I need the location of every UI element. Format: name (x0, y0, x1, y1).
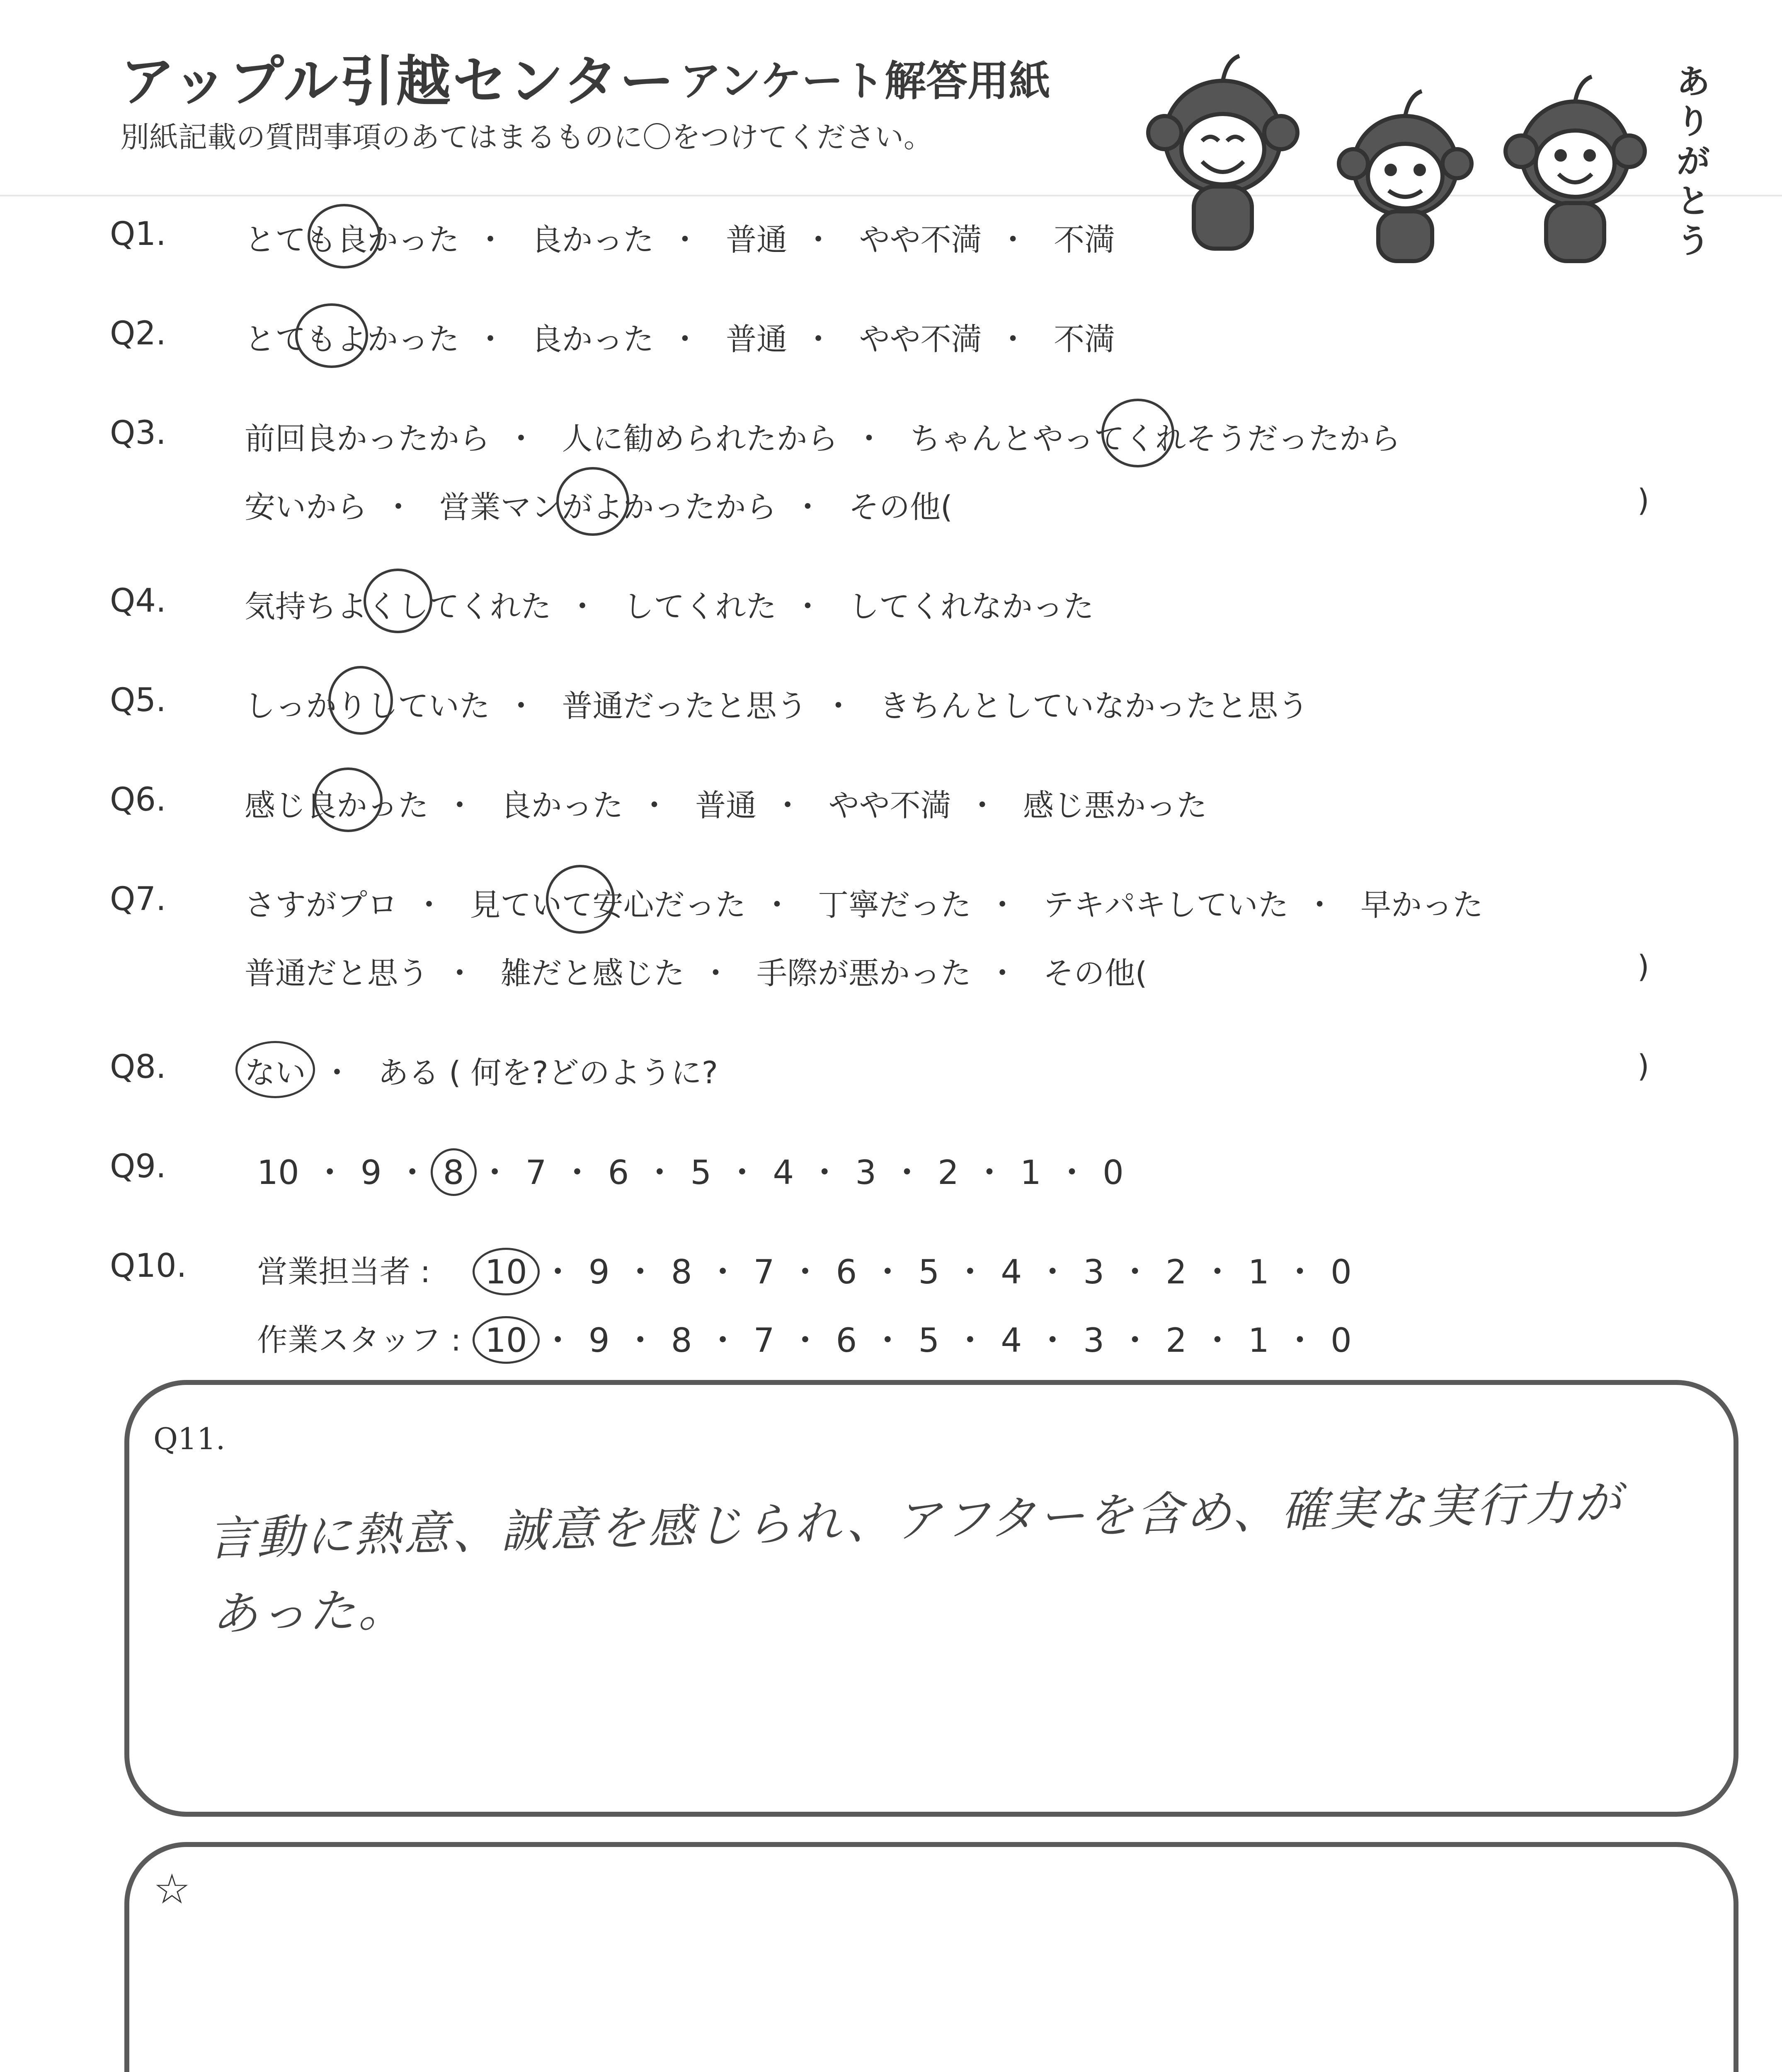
q7-option[interactable]: テキパキしていた (1043, 887, 1289, 923)
scale-separator: ・ (541, 1253, 575, 1291)
scale-separator: ・ (808, 1153, 841, 1192)
q10-staff-scale-value[interactable]: 0 (1330, 1321, 1352, 1360)
q7-option[interactable]: その他( (1043, 956, 1147, 991)
q1-option[interactable]: 良かった (531, 222, 654, 258)
q10-sales-scale-value[interactable]: 7 (753, 1253, 775, 1291)
q9-label: Q9. (110, 1148, 166, 1185)
q10-staff-scale-value[interactable]: 2 (1166, 1321, 1187, 1360)
q7-option[interactable]: 雑だと感じた (500, 956, 685, 991)
q6-option[interactable]: 感じ良かった (245, 788, 429, 823)
company-title: アップル引越センター (120, 50, 676, 114)
q7-options-line1: さすがプロ ・ 見ていて安心だった ・ 丁寧だった ・ テキパキしていた ・ 早かった (245, 881, 1483, 925)
scale-separator: ・ (1036, 1253, 1069, 1291)
q2-label: Q2. (110, 315, 166, 352)
q5-label: Q5. (110, 682, 166, 719)
q10-staff-scale-value[interactable]: 3 (1083, 1321, 1105, 1360)
q2-option[interactable]: とてもよかった (245, 322, 459, 357)
q1-label: Q1. (110, 215, 166, 253)
scale-separator: ・ (643, 1153, 676, 1192)
q10-staff-scale (485, 1314, 1352, 1361)
q9-scale-value[interactable]: 6 (608, 1153, 629, 1192)
q3-label: Q3. (110, 414, 166, 452)
scale-separator: ・ (706, 1321, 739, 1360)
q1-option[interactable]: やや不満 (859, 222, 982, 258)
q8-options: ない ・ ある ( 何を?どのように? (245, 1048, 718, 1092)
q10-sales-scale-value[interactable]: 1 (1248, 1253, 1269, 1291)
q4-options: 気持ちよくしてくれた ・ してくれた ・ してくれなかった (245, 582, 1094, 626)
q6-label: Q6. (110, 781, 166, 818)
q7-option[interactable]: 手際が悪かった (756, 956, 972, 991)
q11-answer-line2: あった。 (211, 1582, 407, 1642)
q3-options-line1: 前回良かったから ・ 人に勧められたから ・ ちゃんとやってくれそうだったから (245, 414, 1401, 458)
q11-label: Q11. (153, 1421, 225, 1456)
scale-separator: ・ (953, 1321, 987, 1360)
q8-option[interactable]: ある ( 何を?どのように? (378, 1055, 718, 1091)
q2-option[interactable]: 普通 (726, 322, 788, 357)
q4-option[interactable]: 気持ちよくしてくれた (245, 589, 551, 625)
q8-label: Q8. (110, 1048, 166, 1086)
q9-scale-value[interactable]: 9 (360, 1153, 382, 1192)
monkey-mascot-icon (1148, 56, 1297, 249)
q8-paren-close: ) (1637, 1048, 1649, 1084)
comment-box[interactable] (124, 1842, 1738, 2072)
q7-label: Q7. (110, 881, 166, 918)
scale-separator: ・ (788, 1321, 822, 1360)
scale-separator: ・ (1036, 1321, 1069, 1360)
q9-scale-value-selected[interactable]: 8 (443, 1153, 464, 1192)
q10-staff-scale-value[interactable]: 6 (836, 1321, 857, 1360)
q5-options: しっかりしていた ・ 普通だったと思う ・ きちんとしていなかったと思う (245, 682, 1309, 726)
scale-separator: ・ (1118, 1321, 1152, 1360)
monkey-mascot-icon (1339, 91, 1472, 261)
q7-paren-close: ) (1637, 949, 1649, 985)
q10-sales-scale-value[interactable]: 0 (1330, 1253, 1352, 1291)
q10-sales-scale-value[interactable]: 9 (588, 1253, 610, 1291)
q10-sales-label: 営業担当者 : (257, 1254, 431, 1290)
q9-scale-value[interactable]: 3 (855, 1153, 877, 1192)
scale-separator: ・ (973, 1153, 1006, 1192)
scale-separator: ・ (1201, 1253, 1234, 1291)
scale-separator: ・ (890, 1153, 924, 1192)
q7-option[interactable]: 丁寧だった (818, 887, 972, 923)
q3-option[interactable]: 営業マンがよかったから (439, 489, 777, 525)
q4-label: Q4. (110, 582, 166, 620)
scale-separator: ・ (395, 1153, 429, 1192)
q6-option[interactable]: 普通 (695, 788, 757, 823)
scale-separator: ・ (1118, 1253, 1152, 1291)
q3-option[interactable]: 前回良かったから (245, 421, 490, 457)
q9-scale-value[interactable]: 5 (690, 1153, 712, 1192)
instruction-text: 別紙記載の質問事項のあてはまるものに〇をつけてください。 (120, 120, 933, 154)
q9-scale (257, 1146, 1124, 1193)
star-icon: ☆ (153, 1865, 191, 1913)
scale-separator: ・ (560, 1153, 594, 1192)
q10-sales-scale (485, 1245, 1352, 1293)
q9-scale-value[interactable]: 7 (525, 1153, 547, 1192)
scale-separator: ・ (1283, 1321, 1316, 1360)
q3-options-line2: 安いから ・ 営業マンがよかったから ・ その他( (245, 483, 953, 527)
scale-separator: ・ (871, 1253, 904, 1291)
q8-option-selected[interactable]: ない (245, 1048, 306, 1092)
scale-separator: ・ (953, 1253, 987, 1291)
q10-staff-scale-value[interactable]: 4 (1001, 1321, 1022, 1360)
q11-answer-line1: 言動に熱意、誠意を感じられ、アフターを含め、確実な実行力が (207, 1475, 1624, 1566)
q9-scale-value[interactable]: 0 (1102, 1153, 1124, 1192)
scale-separator: ・ (313, 1153, 347, 1192)
scale-separator: ・ (1055, 1153, 1089, 1192)
scale-separator: ・ (623, 1321, 657, 1360)
form-title: アンケート解答用紙 (680, 57, 1050, 105)
q7-options-line2: 普通だと思う ・ 雑だと感じた ・ 手際が悪かった ・ その他( (245, 949, 1147, 993)
q10-sales-scale-value[interactable]: 8 (671, 1253, 692, 1291)
q10-staff-scale-value[interactable]: 5 (918, 1321, 940, 1360)
q10-sales-scale-value[interactable]: 6 (836, 1253, 857, 1291)
q4-option[interactable]: してくれなかった (849, 589, 1094, 625)
q10-staff-scale-value-selected[interactable]: 10 (485, 1321, 527, 1360)
q4-option[interactable]: してくれた (623, 589, 777, 625)
q10-sales-scale-value[interactable]: 2 (1166, 1253, 1187, 1291)
q10-sales-scale-value-selected[interactable]: 10 (485, 1253, 527, 1291)
q1-option[interactable]: 不満 (1054, 222, 1115, 258)
q3-option[interactable]: その他( (849, 489, 953, 525)
scale-separator: ・ (623, 1253, 657, 1291)
q10-sales-scale-value[interactable]: 4 (1001, 1253, 1022, 1291)
scale-separator: ・ (871, 1321, 904, 1360)
q3-option[interactable]: 人に勧められたから (562, 421, 838, 457)
q6-option[interactable]: 感じ悪かった (1023, 788, 1207, 823)
scale-separator: ・ (478, 1153, 512, 1192)
scale-separator: ・ (706, 1253, 739, 1291)
q9-scale-value[interactable]: 10 (257, 1153, 299, 1192)
q7-option[interactable]: 普通だと思う (245, 956, 429, 991)
q10-staff-scale-value[interactable]: 8 (671, 1321, 692, 1360)
scale-separator: ・ (788, 1253, 822, 1291)
q2-option[interactable]: 不満 (1054, 322, 1115, 357)
q10-sales-scale-value[interactable]: 5 (918, 1253, 940, 1291)
monkey-mascots-illustration (1136, 50, 1708, 265)
q7-option[interactable]: 見ていて安心だった (470, 887, 746, 923)
q7-option[interactable]: 早かった (1360, 887, 1484, 923)
q9-scale-value[interactable]: 2 (938, 1153, 959, 1192)
q6-option[interactable]: 良かった (500, 788, 623, 823)
q10-staff-scale-value[interactable]: 7 (753, 1321, 775, 1360)
thanks-vertical-text: あ り が と う (1677, 63, 1710, 260)
q5-option[interactable]: しっかりしていた (245, 688, 490, 724)
q1-option[interactable]: とても良かった (245, 222, 459, 258)
q9-scale-value[interactable]: 4 (773, 1153, 794, 1192)
scale-separator: ・ (541, 1321, 575, 1360)
q5-option[interactable]: きちんとしていなかったと思う (879, 688, 1309, 724)
q3-option[interactable]: 安いから (245, 489, 367, 525)
q3-option[interactable]: ちゃんとやってくれそうだったから (910, 421, 1401, 457)
q10-label: Q10. (110, 1247, 187, 1285)
q1-option[interactable]: 普通 (726, 222, 788, 258)
monkey-mascot-icon (1506, 77, 1645, 261)
scale-separator: ・ (1201, 1321, 1234, 1360)
q10-staff-scale-value[interactable]: 9 (588, 1321, 610, 1360)
q2-options: とてもよかった ・ 良かった ・ 普通 ・ やや不満 ・ 不満 (245, 315, 1115, 359)
q6-option[interactable]: やや不満 (828, 788, 951, 823)
q10-staff-scale-value[interactable]: 1 (1248, 1321, 1269, 1360)
q6-options: 感じ良かった ・ 良かった ・ 普通 ・ やや不満 ・ 感じ悪かった (245, 781, 1207, 825)
scale-separator: ・ (725, 1153, 759, 1192)
q5-option[interactable]: 普通だったと思う (562, 688, 807, 724)
q10-staff-label: 作業スタッフ : (257, 1322, 461, 1358)
q9-scale-value[interactable]: 1 (1020, 1153, 1041, 1192)
q2-option[interactable]: やや不満 (859, 322, 982, 357)
q1-options: とても良かった ・ 良かった ・ 普通 ・ やや不満 ・ 不満 (245, 215, 1115, 259)
q7-option[interactable]: さすがプロ (245, 887, 398, 923)
q3-paren-close: ) (1637, 483, 1649, 518)
scale-separator: ・ (1283, 1253, 1316, 1291)
q10-sales-scale-value[interactable]: 3 (1083, 1253, 1105, 1291)
q2-option[interactable]: 良かった (531, 322, 654, 357)
